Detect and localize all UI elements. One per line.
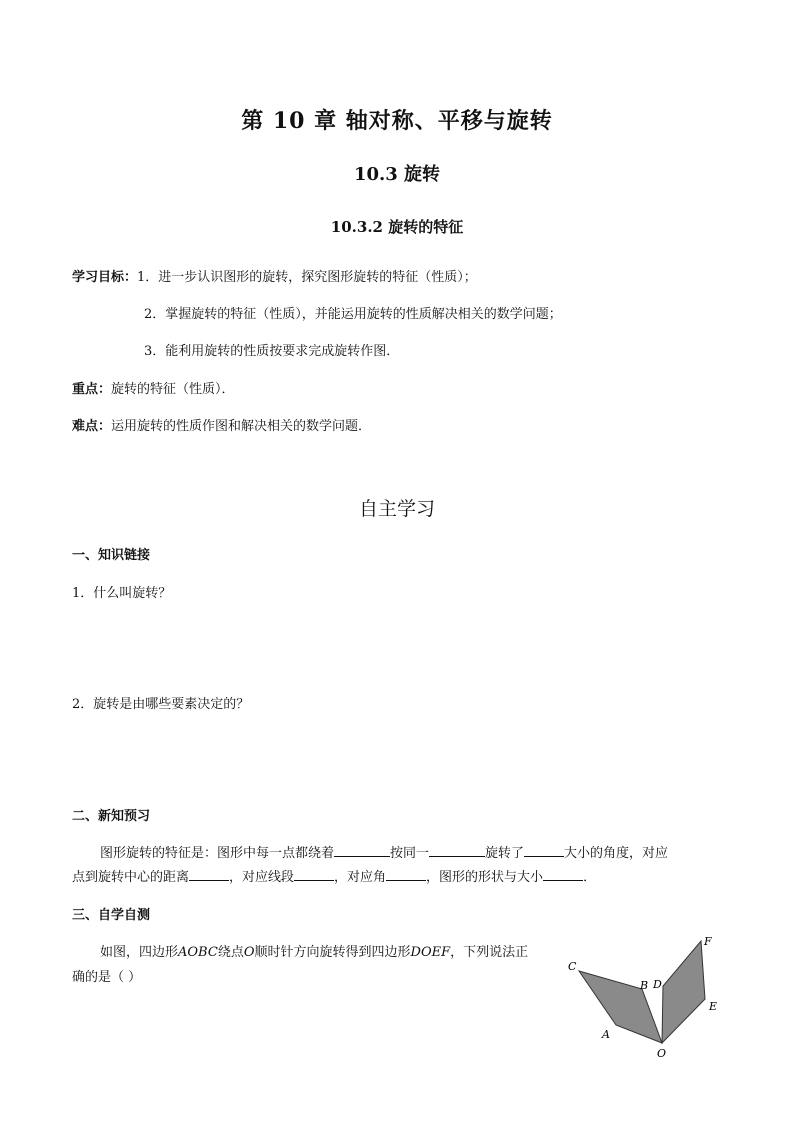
key-point [72,378,235,397]
label-a: A [602,1028,610,1041]
quadrilateral-aobc [579,971,662,1043]
objective-item-3: 3．能利用旋转的性质按要求完成旋转作图． [144,344,400,359]
objective-item-1: 1．进一步认识图形的旋转，探究图形旋转的特征（性质）； [137,270,477,285]
preview-text: 旋转了 [485,846,525,861]
rotation-figure [560,930,730,1065]
preview-line-1 [100,842,668,861]
label-o: O [657,1047,667,1060]
objective-item-2: 2．掌握旋转的特征（性质），并能运用旋转的性质解决相关的数学问题； [144,307,562,322]
preview-heading: 二、新知预习 [72,809,151,824]
difficult-point [72,415,371,434]
preview-text: ． [583,870,597,885]
difficult-point-label: 难点： [72,419,112,434]
question-2: 2．旋转是由哪些要素决定的？ [72,697,250,712]
difficult-point-text: 运用旋转的性质作图和解决相关的数学问题． [111,419,372,434]
key-point-label: 重点： [72,382,112,397]
fill-blank[interactable] [524,843,564,857]
fill-blank[interactable] [334,843,390,857]
self-test-question-line-2: 确的是（ ） [72,970,142,985]
section-title: 10.3 旋转 [353,164,441,185]
question-text: ，下列说法正 [450,945,529,960]
chapter-title: 第 10 章 轴对称、平移与旋转 [241,108,553,134]
preview-text: 大小的角度，对应 [564,846,669,861]
preview-text: 图形旋转的特征是：图形中每一点都绕着 [100,846,335,861]
self-study-title: 自主学习 [358,498,435,520]
label-e: E [709,1000,718,1013]
fill-blank[interactable] [429,843,485,857]
fill-blank[interactable] [386,867,426,881]
key-point-text: 旋转的特征（性质）． [111,382,235,397]
question-text: 绕点 [217,945,244,960]
preview-text: ，对应线段 [229,870,295,885]
preview-text: 点到旋转中心的距离 [72,870,190,885]
label-c: C [568,960,577,973]
knowledge-link-heading: 一、知识链接 [72,548,151,563]
quadrilateral-name: AOBC [178,945,218,960]
quadrilateral-name: DOEF [410,945,451,960]
label-d: D [653,978,662,991]
fill-blank[interactable] [189,867,229,881]
preview-text: 按同一 [390,846,430,861]
self-test-question-line-1 [100,941,528,960]
label-b: B [640,979,649,992]
fill-blank[interactable] [543,867,583,881]
self-test-heading: 三、自学自测 [72,908,151,923]
objectives-line-1 [72,266,477,285]
fill-blank[interactable] [294,867,334,881]
subsection-title: 10.3.2 旋转的特征 [330,218,464,236]
preview-text: ，对应角 [334,870,387,885]
preview-text: ，图形的形状与大小 [426,870,544,885]
question-1: 1．什么叫旋转？ [72,586,172,601]
point-name: O [243,945,255,960]
label-f: F [704,935,712,948]
question-text: 如图，四边形 [100,945,179,960]
preview-line-2 [72,866,596,885]
quadrilateral-doef [662,941,705,1043]
objectives-label: 学习目标： [72,270,138,285]
question-text: 顺时针方向旋转得到四边形 [254,945,411,960]
